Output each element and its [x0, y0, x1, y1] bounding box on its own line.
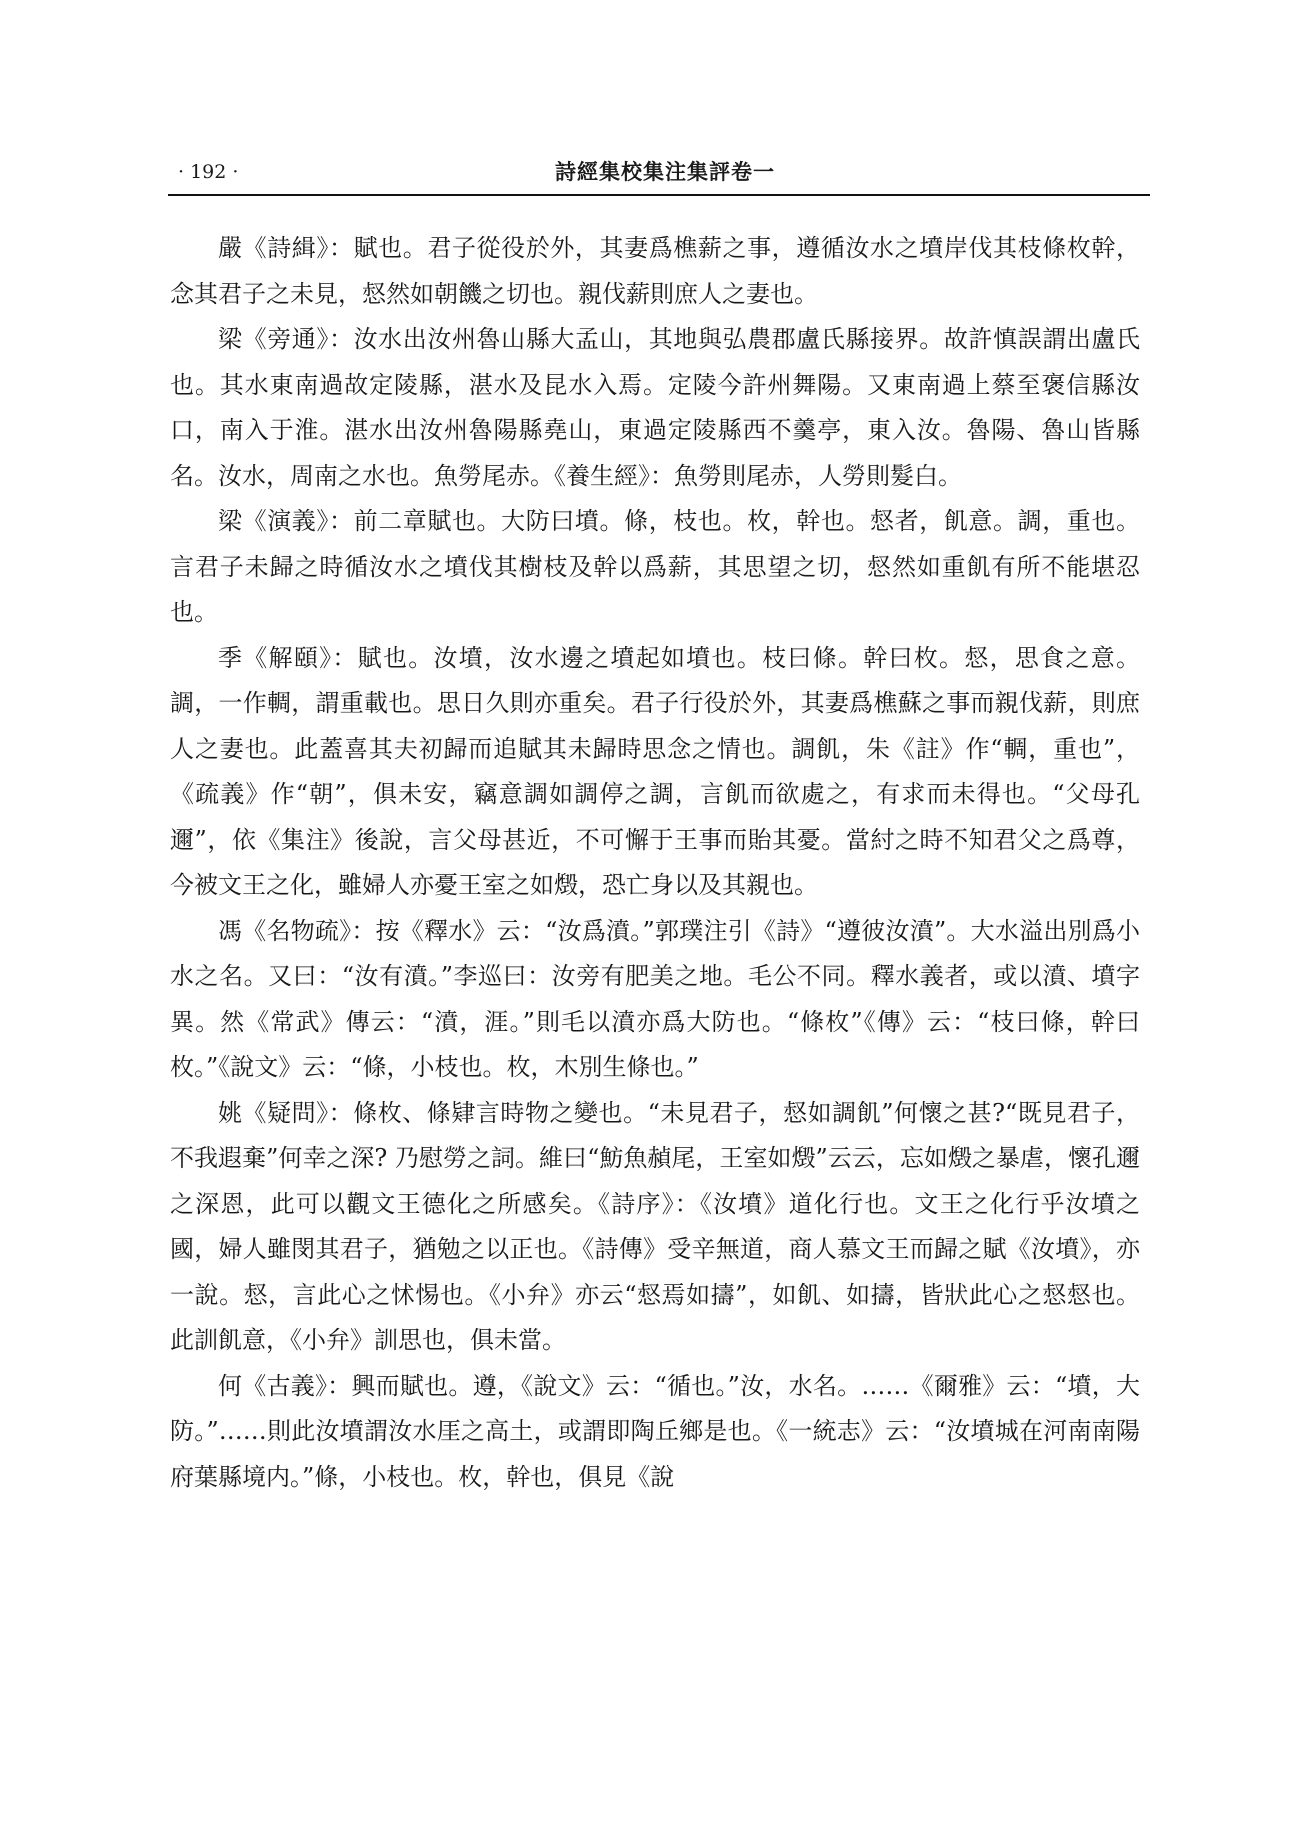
header-rule — [168, 194, 1150, 196]
running-title: 詩經集校集注集評卷一 — [555, 159, 775, 184]
body-text — [170, 226, 1140, 1500]
paragraph-liang-pangtong: 梁《旁通》：汝水出汝州魯山縣大孟山，其地與弘農郡盧氏縣接界。故許慎誤謂出盧氏也。其水東南過故定陵縣，湛水及昆水入焉。定陵今許州舞陽。又東南過上蔡至褒信縣汝口，南入于淮。湛水出汝州魯陽縣堯山，東過定陵縣西不羹亭，東入汝。魯陽、魯山皆縣名。汝水，周南之水也。魚勞尾赤。《養生經》：魚勞則尾赤，人勞則髮白。 — [170, 325, 1140, 490]
paragraph-liang-yanyi: 梁《演義》：前二章賦也。大防曰墳。條，枝也。枚，幹也。惄者，飢意。調，重也。言君子未歸之時循汝水之墳伐其樹枝及幹以爲薪，其思望之切，惄然如重飢有所不能堪忍也。 — [170, 507, 1140, 626]
page-number: · 192 · — [178, 161, 239, 183]
paragraph-yan-shiji: 嚴《詩緝》：賦也。君子從役於外，其妻爲樵薪之事，遵循汝水之墳岸伐其枝條枚幹，念其君子之未見，惄然如朝饑之切也。親伐薪則庶人之妻也。 — [170, 234, 1140, 308]
paragraph-feng-mingwushu: 馮《名物疏》：按《釋水》云：“汝爲濆。”郭璞注引《詩》“遵彼汝濆”。大水溢出別爲小水之名。又曰：“汝有濆。”李巡曰：汝旁有肥美之地。毛公不同。釋水義者，或以濆、墳字異。然《常武》傳云：“濆，涯。”則毛以濆亦爲大防也。“條枚”《傳》云：“枝曰條，幹曰枚。”《說文》云：“條，小枝也。枚，木別生條也。” — [170, 916, 1140, 1081]
paragraph-ji-jieyi: 季《解頤》：賦也。汝墳，汝水邊之墳起如墳也。枝曰條。幹曰枚。惄，思食之意。調，一作輖，謂重載也。思日久則亦重矣。君子行役於外，其妻爲樵蘇之事而親伐薪，則庶人之妻也。此蓋喜其夫初歸而追賦其未歸時思念之情也。調飢，朱《註》作“輖，重也”，《疏義》作“朝”，俱未安，竊意調如調停之調，言飢而欲處之，有求而未得也。“父母孔邇”，依《集注》後說，言父母甚近，不可懈于王事而貽其憂。當紂之時不知君父之爲尊，今被文王之化，雖婦人亦憂王室之如燬，恐亡身以及其親也。 — [170, 643, 1140, 899]
paragraph-he-guyi: 何《古義》：興而賦也。遵，《說文》云：“循也。”汝，水名。……《爾雅》云：“墳，大防。”……則此汝墳謂汝水厓之高土，或謂即陶丘鄉是也。《一統志》云：“汝墳城在河南南陽府葉縣境内。”條，小枝也。枚，幹也，俱見《說 — [170, 1371, 1140, 1491]
page-header — [0, 0, 1300, 200]
paragraph-yao-yiwen: 姚《疑問》：條枚、條肄言時物之變也。“未見君子，惄如調飢”何懷之甚?“既見君子，不我遐棄”何幸之深? 乃慰勞之詞。維曰“魴魚赬尾，王室如燬”云云，忘如燬之暴虐，懷孔邇之深恩，此可以觀文王德化之所感矣。《詩序》：《汝墳》道化行也。文王之化行乎汝墳之國，婦人雖閔其君子，猶勉之以正也。《詩傳》受辛無道，商人慕文王而歸之賦《汝墳》，亦一說。惄，言此心之怵惕也。《小弁》亦云“惄焉如擣”，如飢、如擣，皆狀此心之惄惄也。此訓飢意，《小弁》訓思也，俱未當。 — [170, 1098, 1140, 1354]
